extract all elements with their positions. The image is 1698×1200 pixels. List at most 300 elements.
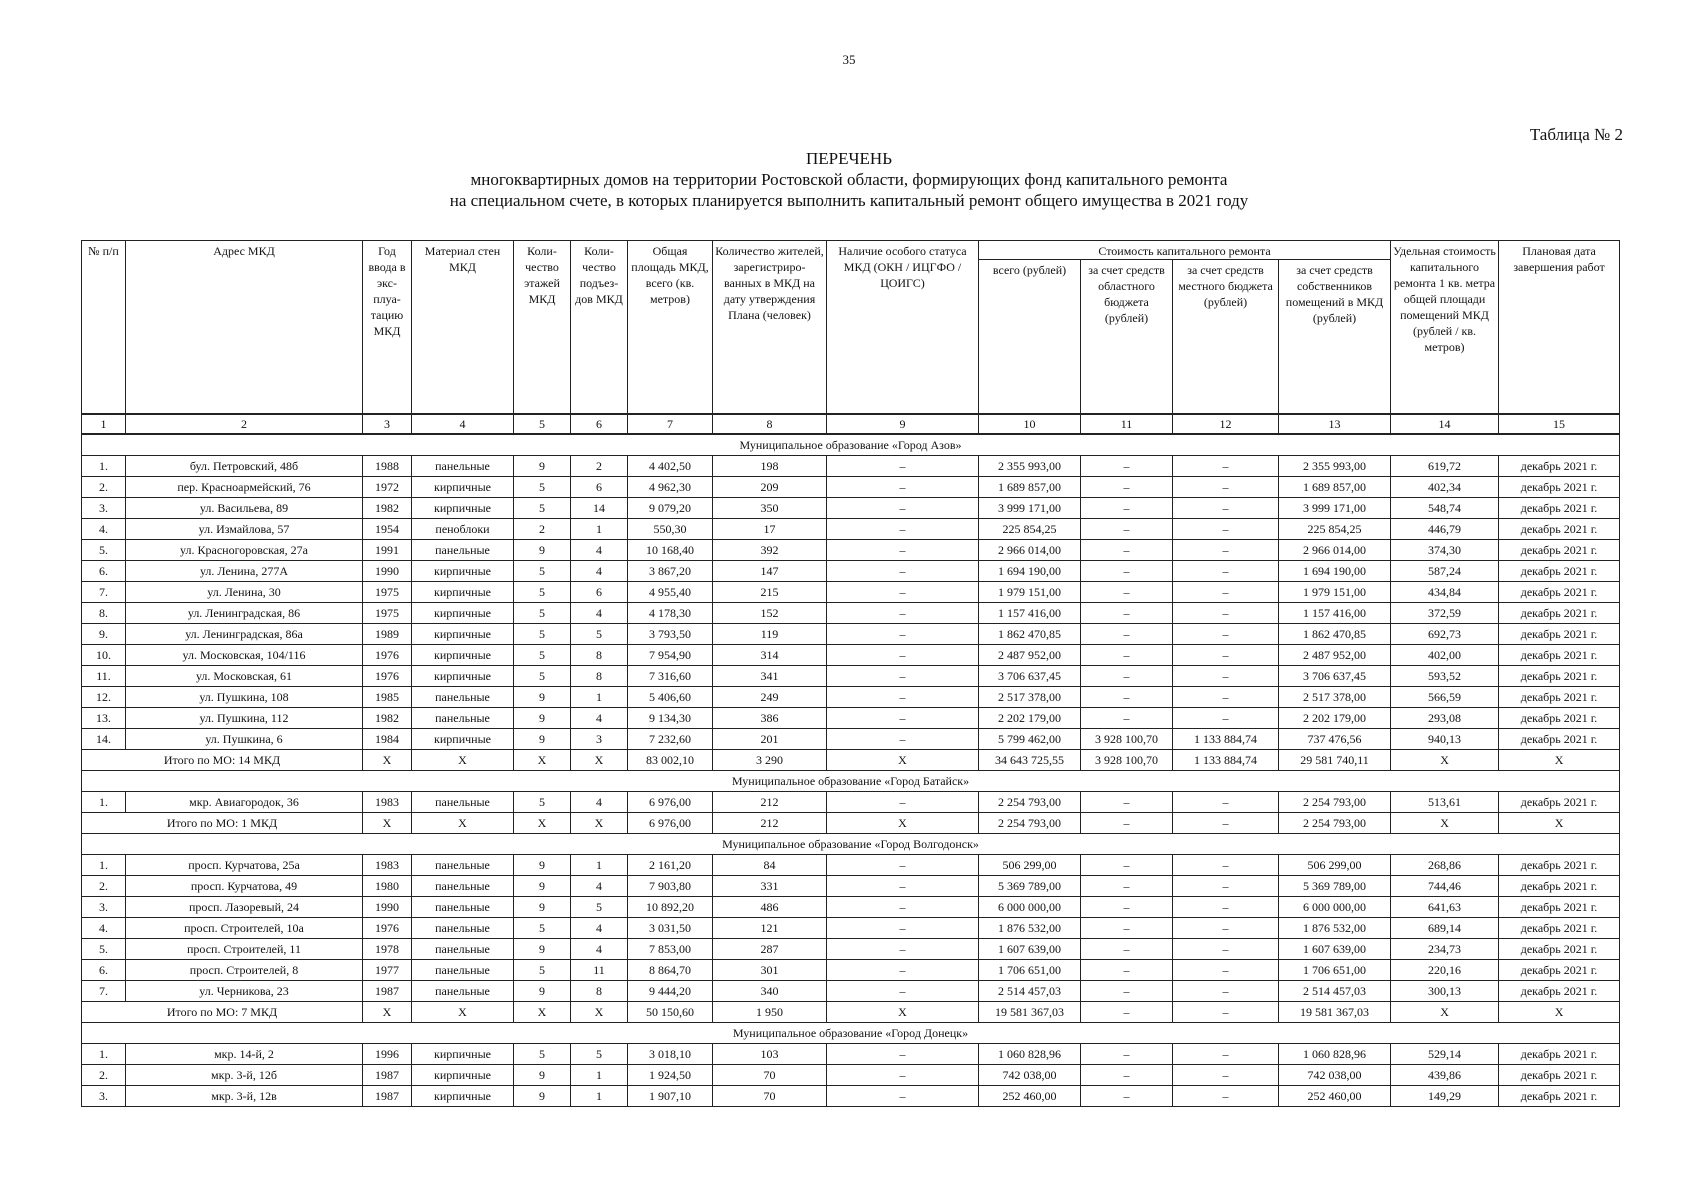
cost-total-cell: 506 299,00 [979, 855, 1081, 876]
entrances-cell: 4 [571, 540, 628, 561]
completion-date-cell: декабрь 2021 г. [1499, 477, 1620, 498]
completion-date-cell: декабрь 2021 г. [1499, 1044, 1620, 1065]
total-area-cell: 10 168,40 [628, 540, 713, 561]
cost-regional-cell: – [1081, 792, 1173, 813]
section-row [82, 771, 1620, 792]
cost-local-cell: – [1173, 666, 1279, 687]
unit-cost-cell: 744,46 [1391, 876, 1499, 897]
header-residents: Количество жителей, зарегистриро-ванных в МКД на дату утверждения Плана (человек) [713, 241, 827, 415]
cost-owners-cell: 1 689 857,00 [1279, 477, 1391, 498]
wall-material-cell: панельные [412, 792, 514, 813]
page-number: 35 [842, 52, 856, 67]
residents-cell: 70 [713, 1086, 827, 1107]
wall-material-total-cell: X [412, 813, 514, 834]
floors-total-cell: X [514, 750, 571, 771]
table-row [82, 1086, 1620, 1107]
entrances-cell: 4 [571, 561, 628, 582]
column-number: 4 [412, 414, 514, 434]
total-area-cell: 4 402,50 [628, 456, 713, 477]
address-cell: просп. Лазоревый, 24 [126, 897, 363, 918]
special-status-total-cell: X [827, 750, 979, 771]
unit-cost-cell: 619,72 [1391, 456, 1499, 477]
cost-regional-cell: – [1081, 498, 1173, 519]
floors-cell: 5 [514, 645, 571, 666]
unit-cost-cell: 300,13 [1391, 981, 1499, 1002]
unit-cost-cell: 149,29 [1391, 1086, 1499, 1107]
cost-total-cell: 1 694 190,00 [979, 561, 1081, 582]
wall-material-cell: кирпичные [412, 666, 514, 687]
cost-owners-cell: 506 299,00 [1279, 855, 1391, 876]
column-number: 7 [628, 414, 713, 434]
floors-cell: 9 [514, 1065, 571, 1086]
column-number: 15 [1499, 414, 1620, 434]
wall-material-total-cell: X [412, 1002, 514, 1023]
cost-regional-cell: – [1081, 540, 1173, 561]
total-area-cell: 4 962,30 [628, 477, 713, 498]
floors-cell: 9 [514, 855, 571, 876]
table-row [82, 918, 1620, 939]
cost-local-cell: – [1173, 918, 1279, 939]
year-built-cell: 1989 [363, 624, 412, 645]
total-area-cell: 1 924,50 [628, 1065, 713, 1086]
section-row [82, 1023, 1620, 1044]
cost-total-total-cell: 34 643 725,55 [979, 750, 1081, 771]
special-status-cell: – [827, 540, 979, 561]
row-number-cell: 10. [82, 645, 126, 666]
address-cell: ул. Ленина, 277А [126, 561, 363, 582]
residents-total-cell: 3 290 [713, 750, 827, 771]
row-number-cell: 5. [82, 939, 126, 960]
section-title: Муниципальное образование «Город Батайск» [82, 771, 1620, 792]
year-built-cell: 1978 [363, 939, 412, 960]
section-row [82, 434, 1620, 456]
cost-total-cell: 2 514 457,03 [979, 981, 1081, 1002]
column-number: 1 [82, 414, 126, 434]
cost-regional-cell: 3 928 100,70 [1081, 729, 1173, 750]
year-built-cell: 1991 [363, 540, 412, 561]
row-number-cell: 5. [82, 540, 126, 561]
total-area-cell: 7 316,60 [628, 666, 713, 687]
row-number-cell: 3. [82, 498, 126, 519]
cost-regional-total-cell: 3 928 100,70 [1081, 750, 1173, 771]
cost-regional-cell: – [1081, 519, 1173, 540]
total-area-cell: 9 444,20 [628, 981, 713, 1002]
completion-date-cell: декабрь 2021 г. [1499, 918, 1620, 939]
row-number-cell: 11. [82, 666, 126, 687]
completion-date-cell: декабрь 2021 г. [1499, 624, 1620, 645]
cost-total-cell: 5 799 462,00 [979, 729, 1081, 750]
completion-date-cell: декабрь 2021 г. [1499, 792, 1620, 813]
table-row [82, 582, 1620, 603]
total-area-cell: 10 892,20 [628, 897, 713, 918]
cost-regional-cell: – [1081, 1044, 1173, 1065]
row-number-cell: 6. [82, 960, 126, 981]
cost-local-cell: – [1173, 456, 1279, 477]
year-built-cell: 1976 [363, 645, 412, 666]
cost-regional-cell: – [1081, 1065, 1173, 1086]
address-cell: ул. Измайлова, 57 [126, 519, 363, 540]
address-cell: ул. Пушкина, 108 [126, 687, 363, 708]
cost-local-cell: – [1173, 477, 1279, 498]
row-number-cell: 1. [82, 855, 126, 876]
cost-owners-cell: 737 476,56 [1279, 729, 1391, 750]
year-built-cell: 1976 [363, 918, 412, 939]
cost-local-cell: – [1173, 939, 1279, 960]
cost-regional-cell: – [1081, 582, 1173, 603]
total-area-cell: 7 903,80 [628, 876, 713, 897]
row-number-cell: 7. [82, 981, 126, 1002]
completion-date-cell: декабрь 2021 г. [1499, 498, 1620, 519]
completion-date-cell: декабрь 2021 г. [1499, 603, 1620, 624]
cost-total-cell: 2 487 952,00 [979, 645, 1081, 666]
cost-local-cell: – [1173, 561, 1279, 582]
floors-total-cell: X [514, 1002, 571, 1023]
row-number-cell: 1. [82, 792, 126, 813]
unit-cost-cell: 529,14 [1391, 1044, 1499, 1065]
residents-total-cell: 212 [713, 813, 827, 834]
residents-cell: 486 [713, 897, 827, 918]
table-row [82, 456, 1620, 477]
year-built-total-cell: X [363, 813, 412, 834]
address-cell: просп. Курчатова, 49 [126, 876, 363, 897]
unit-cost-cell: 268,86 [1391, 855, 1499, 876]
unit-cost-cell: 220,16 [1391, 960, 1499, 981]
year-built-cell: 1983 [363, 792, 412, 813]
total-area-cell: 3 018,10 [628, 1044, 713, 1065]
cost-local-cell: – [1173, 624, 1279, 645]
column-number: 14 [1391, 414, 1499, 434]
residents-cell: 201 [713, 729, 827, 750]
cost-owners-cell: 2 254 793,00 [1279, 792, 1391, 813]
year-built-cell: 1990 [363, 897, 412, 918]
column-number: 3 [363, 414, 412, 434]
entrances-cell: 4 [571, 876, 628, 897]
cost-total-cell: 2 355 993,00 [979, 456, 1081, 477]
cost-total-cell: 252 460,00 [979, 1086, 1081, 1107]
unit-cost-cell: 689,14 [1391, 918, 1499, 939]
total-area-cell: 8 864,70 [628, 960, 713, 981]
row-number-cell: 9. [82, 624, 126, 645]
entrances-cell: 4 [571, 792, 628, 813]
entrances-total-cell: X [571, 813, 628, 834]
cost-local-cell: 1 133 884,74 [1173, 729, 1279, 750]
cost-local-cell: – [1173, 897, 1279, 918]
special-status-cell: – [827, 477, 979, 498]
section-title: Муниципальное образование «Город Донецк» [82, 1023, 1620, 1044]
row-number-cell: 6. [82, 561, 126, 582]
completion-date-cell: декабрь 2021 г. [1499, 729, 1620, 750]
year-built-cell: 1954 [363, 519, 412, 540]
cost-total-total-cell: 19 581 367,03 [979, 1002, 1081, 1023]
special-status-cell: – [827, 687, 979, 708]
header-cost-owners: за счет средств собственников помещений в МКД (рублей) [1279, 260, 1391, 415]
row-number-cell: 4. [82, 519, 126, 540]
wall-material-cell: панельные [412, 918, 514, 939]
year-built-total-cell: X [363, 1002, 412, 1023]
entrances-cell: 6 [571, 582, 628, 603]
cost-local-total-cell: – [1173, 1002, 1279, 1023]
table-row [82, 603, 1620, 624]
cost-local-cell: – [1173, 1044, 1279, 1065]
header-unit-cost: Удельная стоимость капитального ремонта 1 кв. метра общей площади помещений МКД (рублей / кв. метров) [1391, 241, 1499, 415]
wall-material-cell: кирпичные [412, 1086, 514, 1107]
cost-total-total-cell: 2 254 793,00 [979, 813, 1081, 834]
table-row [82, 477, 1620, 498]
floors-cell: 5 [514, 666, 571, 687]
cost-regional-cell: – [1081, 603, 1173, 624]
table-row [82, 960, 1620, 981]
year-built-cell: 1983 [363, 855, 412, 876]
entrances-cell: 1 [571, 855, 628, 876]
residents-cell: 215 [713, 582, 827, 603]
header-cost-local: за счет средств местного бюджета (рублей) [1173, 260, 1279, 415]
cost-total-cell: 1 706 651,00 [979, 960, 1081, 981]
table-row [82, 708, 1620, 729]
cost-total-cell: 3 706 637,45 [979, 666, 1081, 687]
address-cell: ул. Ленинградская, 86 [126, 603, 363, 624]
column-number: 9 [827, 414, 979, 434]
special-status-cell: – [827, 981, 979, 1002]
unit-cost-cell: 692,73 [1391, 624, 1499, 645]
cost-local-cell: – [1173, 582, 1279, 603]
wall-material-cell: панельные [412, 456, 514, 477]
wall-material-cell: кирпичные [412, 624, 514, 645]
special-status-cell: – [827, 960, 979, 981]
floors-cell: 5 [514, 1044, 571, 1065]
wall-material-cell: панельные [412, 687, 514, 708]
floors-cell: 5 [514, 792, 571, 813]
column-number: 8 [713, 414, 827, 434]
entrances-cell: 8 [571, 981, 628, 1002]
header-year: Год ввода в экс-плуа-тацию МКД [363, 241, 412, 415]
cost-local-cell: – [1173, 708, 1279, 729]
unit-cost-cell: 548,74 [1391, 498, 1499, 519]
wall-material-cell: кирпичные [412, 477, 514, 498]
completion-date-cell: декабрь 2021 г. [1499, 687, 1620, 708]
address-cell: просп. Курчатова, 25а [126, 855, 363, 876]
year-built-cell: 1982 [363, 708, 412, 729]
floors-cell: 9 [514, 876, 571, 897]
special-status-cell: – [827, 582, 979, 603]
unit-cost-cell: 446,79 [1391, 519, 1499, 540]
cost-owners-cell: 2 517 378,00 [1279, 687, 1391, 708]
year-built-cell: 1996 [363, 1044, 412, 1065]
special-status-cell: – [827, 792, 979, 813]
total-area-cell: 7 853,00 [628, 939, 713, 960]
wall-material-cell: панельные [412, 960, 514, 981]
completion-date-cell: декабрь 2021 г. [1499, 666, 1620, 687]
residents-cell: 103 [713, 1044, 827, 1065]
cost-local-cell: – [1173, 498, 1279, 519]
cost-owners-cell: 742 038,00 [1279, 1065, 1391, 1086]
entrances-cell: 4 [571, 603, 628, 624]
total-row [82, 1002, 1620, 1023]
residents-cell: 212 [713, 792, 827, 813]
special-status-cell: – [827, 666, 979, 687]
cost-regional-cell: – [1081, 561, 1173, 582]
wall-material-cell: панельные [412, 855, 514, 876]
row-number-cell: 13. [82, 708, 126, 729]
completion-date-cell: декабрь 2021 г. [1499, 645, 1620, 666]
wall-material-cell: панельные [412, 939, 514, 960]
total-area-cell: 550,30 [628, 519, 713, 540]
unit-cost-cell: 566,59 [1391, 687, 1499, 708]
residents-cell: 147 [713, 561, 827, 582]
table-row [82, 1065, 1620, 1086]
row-number-cell: 2. [82, 477, 126, 498]
total-area-total-cell: 6 976,00 [628, 813, 713, 834]
address-cell: ул. Ленинградская, 86а [126, 624, 363, 645]
cost-total-cell: 2 202 179,00 [979, 708, 1081, 729]
row-number-cell: 2. [82, 876, 126, 897]
header-completion-date: Плановая дата завершения работ [1499, 241, 1620, 415]
column-number: 13 [1279, 414, 1391, 434]
cost-regional-total-cell: – [1081, 813, 1173, 834]
special-status-cell: – [827, 1065, 979, 1086]
cost-local-cell: – [1173, 687, 1279, 708]
cost-local-cell: – [1173, 855, 1279, 876]
cost-regional-cell: – [1081, 855, 1173, 876]
cost-owners-cell: 1 862 470,85 [1279, 624, 1391, 645]
special-status-cell: – [827, 456, 979, 477]
entrances-cell: 4 [571, 918, 628, 939]
table-row [82, 981, 1620, 1002]
special-status-total-cell: X [827, 813, 979, 834]
section-title: Муниципальное образование «Город Волгодонск» [82, 834, 1620, 855]
year-built-cell: 1990 [363, 561, 412, 582]
floors-cell: 5 [514, 960, 571, 981]
cost-owners-cell: 3 999 171,00 [1279, 498, 1391, 519]
cost-regional-cell: – [1081, 939, 1173, 960]
residents-cell: 392 [713, 540, 827, 561]
cost-total-cell: 2 966 014,00 [979, 540, 1081, 561]
table-body [82, 434, 1620, 1107]
cost-total-cell: 742 038,00 [979, 1065, 1081, 1086]
completion-date-cell: декабрь 2021 г. [1499, 540, 1620, 561]
total-area-cell: 9 134,30 [628, 708, 713, 729]
registry-table [81, 240, 1620, 1107]
table-label: Таблица № 2 [1529, 125, 1623, 144]
table-row [82, 876, 1620, 897]
wall-material-cell: панельные [412, 540, 514, 561]
entrances-cell: 5 [571, 1044, 628, 1065]
title-main: ПЕРЕЧЕНЬ [806, 149, 892, 168]
cost-local-cell: – [1173, 645, 1279, 666]
year-built-cell: 1988 [363, 456, 412, 477]
floors-cell: 9 [514, 687, 571, 708]
column-number: 5 [514, 414, 571, 434]
completion-date-cell: декабрь 2021 г. [1499, 960, 1620, 981]
special-status-cell: – [827, 918, 979, 939]
unit-cost-cell: 293,08 [1391, 708, 1499, 729]
total-area-cell: 1 907,10 [628, 1086, 713, 1107]
address-cell: просп. Строителей, 8 [126, 960, 363, 981]
row-number-cell: 1. [82, 456, 126, 477]
unit-cost-cell: 402,34 [1391, 477, 1499, 498]
entrances-cell: 14 [571, 498, 628, 519]
cost-owners-cell: 2 202 179,00 [1279, 708, 1391, 729]
total-label-cell: Итого по МО: 1 МКД [82, 813, 363, 834]
table-row [82, 540, 1620, 561]
section-row [82, 834, 1620, 855]
year-built-cell: 1987 [363, 1065, 412, 1086]
header-cost-total: всего (рублей) [979, 260, 1081, 415]
unit-cost-cell: 402,00 [1391, 645, 1499, 666]
unit-cost-cell: 641,63 [1391, 897, 1499, 918]
completion-date-cell: декабрь 2021 г. [1499, 855, 1620, 876]
table-row [82, 498, 1620, 519]
row-number-cell: 7. [82, 582, 126, 603]
table-row [82, 792, 1620, 813]
cost-regional-cell: – [1081, 645, 1173, 666]
cost-owners-cell: 1 979 151,00 [1279, 582, 1391, 603]
cost-local-total-cell: 1 133 884,74 [1173, 750, 1279, 771]
title-line-2: на специальном счете, в которых планируется выполнить капитальный ремонт общего имущества в 2021 году [449, 191, 1249, 210]
floors-cell: 5 [514, 561, 571, 582]
floors-cell: 5 [514, 918, 571, 939]
year-built-cell: 1976 [363, 666, 412, 687]
floors-cell: 9 [514, 456, 571, 477]
special-status-cell: – [827, 1044, 979, 1065]
residents-cell: 350 [713, 498, 827, 519]
wall-material-cell: кирпичные [412, 561, 514, 582]
address-cell: просп. Строителей, 11 [126, 939, 363, 960]
entrances-cell: 3 [571, 729, 628, 750]
unit-cost-cell: 593,52 [1391, 666, 1499, 687]
row-number-cell: 3. [82, 897, 126, 918]
cost-regional-cell: – [1081, 981, 1173, 1002]
total-label-cell: Итого по МО: 7 МКД [82, 1002, 363, 1023]
completion-date-cell: декабрь 2021 г. [1499, 981, 1620, 1002]
special-status-cell: – [827, 519, 979, 540]
cost-local-cell: – [1173, 603, 1279, 624]
address-cell: мкр. 14-й, 2 [126, 1044, 363, 1065]
row-number-cell: 3. [82, 1086, 126, 1107]
total-area-cell: 4 178,30 [628, 603, 713, 624]
entrances-cell: 4 [571, 708, 628, 729]
completion-date-total-cell: X [1499, 1002, 1620, 1023]
cost-total-cell: 1 979 151,00 [979, 582, 1081, 603]
special-status-cell: – [827, 876, 979, 897]
cost-total-cell: 2 517 378,00 [979, 687, 1081, 708]
unit-cost-cell: 513,61 [1391, 792, 1499, 813]
cost-owners-total-cell: 19 581 367,03 [1279, 1002, 1391, 1023]
entrances-cell: 6 [571, 477, 628, 498]
wall-material-cell: кирпичные [412, 645, 514, 666]
completion-date-cell: декабрь 2021 г. [1499, 939, 1620, 960]
cost-owners-total-cell: 2 254 793,00 [1279, 813, 1391, 834]
floors-cell: 9 [514, 708, 571, 729]
special-status-cell: – [827, 1086, 979, 1107]
cost-owners-cell: 5 369 789,00 [1279, 876, 1391, 897]
entrances-cell: 1 [571, 519, 628, 540]
cost-owners-cell: 2 514 457,03 [1279, 981, 1391, 1002]
column-number: 2 [126, 414, 363, 434]
floors-total-cell: X [514, 813, 571, 834]
residents-cell: 152 [713, 603, 827, 624]
cost-regional-cell: – [1081, 624, 1173, 645]
unit-cost-cell: 940,13 [1391, 729, 1499, 750]
completion-date-total-cell: X [1499, 750, 1620, 771]
column-number: 6 [571, 414, 628, 434]
floors-cell: 2 [514, 519, 571, 540]
cost-regional-cell: – [1081, 477, 1173, 498]
completion-date-cell: декабрь 2021 г. [1499, 582, 1620, 603]
cost-owners-cell: 1 157 416,00 [1279, 603, 1391, 624]
residents-cell: 331 [713, 876, 827, 897]
cost-local-cell: – [1173, 540, 1279, 561]
total-area-cell: 2 161,20 [628, 855, 713, 876]
